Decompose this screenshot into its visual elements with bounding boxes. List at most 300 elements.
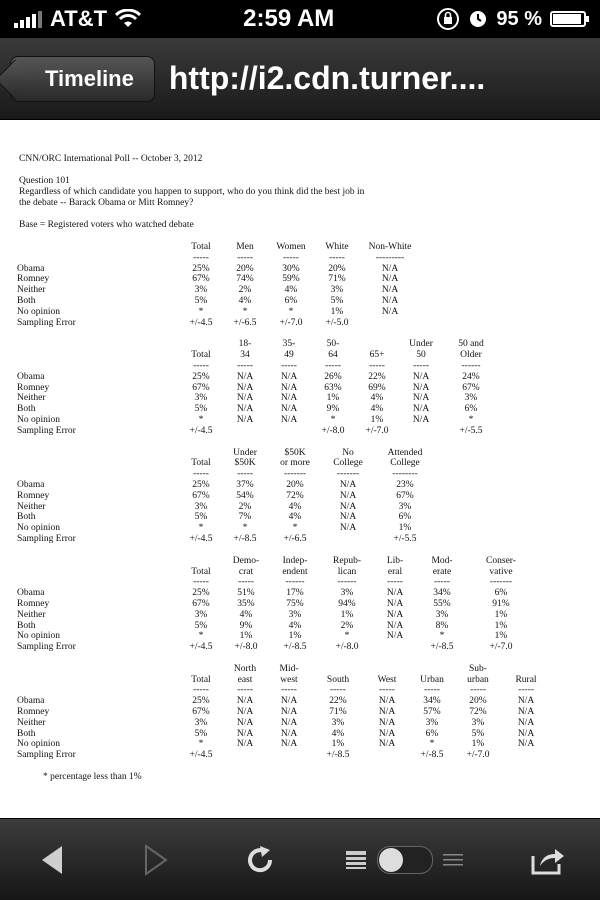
forward-arrow-icon [142, 844, 170, 876]
table-cell: 67% [396, 490, 414, 501]
table-cell [267, 426, 311, 437]
table-cell: 3% [194, 393, 208, 404]
table-cell: ----- [413, 360, 429, 371]
question-text-line-2: the debate -- Barack Obama or Mitt Romney? [19, 198, 194, 208]
table-cell: 34% [423, 696, 441, 707]
table-cell: 51% [237, 588, 255, 599]
table-row [17, 642, 535, 653]
table-cell: Older [460, 350, 482, 361]
table-row [17, 383, 499, 394]
table-cell: +/-5.5 [459, 425, 483, 436]
table-cell: 1% [398, 523, 412, 534]
table-cell: 4% [284, 285, 298, 296]
table-cell: +/-7.0 [466, 750, 490, 761]
table-cell: 8% [435, 620, 449, 631]
table-cell: N/A [517, 717, 535, 728]
table-cell: urban [467, 674, 489, 685]
poll-tables [19, 242, 600, 761]
table-cell: west [280, 674, 298, 685]
table-cell: N/A [386, 588, 404, 599]
table-cell: 4% [288, 512, 302, 523]
table-cell: N/A [381, 263, 399, 274]
document-view[interactable] [0, 120, 600, 818]
row-label: Neither [17, 285, 46, 296]
page-url[interactable]: http://i2.cdn.turner.... [168, 60, 486, 96]
table-cell: 22% [329, 696, 347, 707]
table-cell: 4% [288, 501, 302, 512]
table-cell: 59% [282, 274, 300, 285]
header-row [17, 448, 437, 459]
table-row [17, 729, 551, 740]
table-cell: +/-7.0 [279, 317, 303, 328]
table-row [17, 739, 551, 750]
row-label [17, 567, 179, 578]
table-cell: 5% [330, 295, 344, 306]
back-arrow-icon [38, 844, 66, 876]
table-cell: * [198, 306, 204, 317]
poll-document [0, 120, 600, 783]
table-cell: N/A [386, 620, 404, 631]
row-label: Romney [17, 382, 50, 393]
table-cell: N/A [236, 696, 254, 707]
table-cell: 67% [192, 274, 210, 285]
table-cell: N/A [236, 707, 254, 718]
reader-mode-icon [345, 850, 367, 870]
table-cell: +/-5.5 [393, 533, 417, 544]
table-cell: 3% [398, 501, 412, 512]
table-cell [373, 642, 417, 653]
table-cell: 1% [494, 631, 508, 642]
table-cell: 25% [192, 479, 210, 490]
table-row [17, 426, 499, 437]
table-cell: N/A [236, 739, 254, 750]
row-label: Obama [17, 479, 45, 490]
table-row [17, 631, 535, 642]
table-cell: ----- [237, 685, 253, 696]
header-row [17, 339, 499, 350]
row-label [17, 253, 179, 264]
table-cell: 9% [239, 620, 253, 631]
table-cell: east [237, 674, 253, 685]
table-cell: * [198, 739, 204, 750]
table-cell [359, 318, 421, 329]
table-cell: N/A [517, 707, 535, 718]
table-cell: 6% [284, 295, 298, 306]
table-cell: ------ [337, 577, 357, 588]
table-cell: N/A [280, 382, 298, 393]
table-cell: * [198, 523, 204, 534]
table-cell: * [468, 414, 474, 425]
table-cell: ----- [193, 360, 209, 371]
table-cell: N/A [381, 295, 399, 306]
table-cell: 94% [338, 598, 356, 609]
table-cell: 71% [329, 707, 347, 718]
table-row [17, 599, 535, 610]
table-cell [399, 426, 443, 437]
table-cell: 1% [331, 739, 345, 750]
table-cell: N/A [386, 609, 404, 620]
table-row [17, 274, 465, 285]
table-cell: 20% [236, 263, 254, 274]
table-cell: crat [238, 566, 254, 577]
table-cell: 18- [238, 339, 252, 350]
table-cell: ----- [237, 252, 253, 263]
table-cell: ------- [489, 577, 513, 588]
table-row [17, 718, 551, 729]
table-cell: 6% [398, 512, 412, 523]
table-cell: 3% [194, 717, 208, 728]
table-cell: Total [191, 242, 211, 252]
row-label: No opinion [17, 523, 61, 534]
table-cell [311, 664, 365, 675]
table-cell: 54% [236, 490, 254, 501]
table-cell: +/-4.5 [189, 642, 213, 653]
table-cell: 65+ [369, 350, 385, 361]
table-cell: N/A [517, 728, 535, 739]
table-cell: N/A [280, 696, 298, 707]
table-row [17, 285, 465, 296]
footnote: * percentage less than 1% [43, 772, 142, 783]
table-cell: South [326, 674, 350, 685]
table-cell [223, 426, 267, 437]
table-cell: N/A [280, 414, 298, 425]
table-cell: 35% [237, 598, 255, 609]
table-row [17, 393, 499, 404]
table-cell: 67% [192, 598, 210, 609]
table-cell: ----- [369, 360, 385, 371]
signal-strength-icon [14, 10, 42, 28]
table-cell [409, 664, 455, 675]
question-text-line-1: Regardless of which candidate you happen to support, who do you think did the best job in [19, 187, 365, 197]
table-cell: Total [191, 350, 211, 361]
table-cell: 5% [194, 512, 208, 523]
table-row [17, 296, 465, 307]
table-row [17, 534, 437, 545]
row-label: Sampling Error [17, 317, 76, 328]
table-cell: ----- [281, 685, 297, 696]
row-label: Both [17, 295, 36, 306]
table-cell: 1% [370, 414, 384, 425]
table-cell: N/A [412, 382, 430, 393]
table-cell: 25% [192, 371, 210, 382]
rule-row [17, 361, 499, 372]
table-cell: 5% [194, 295, 208, 306]
table-cell: 30% [282, 263, 300, 274]
table-cell: Lib- [386, 555, 404, 566]
reload-icon [244, 844, 276, 876]
table-cell: +/-5.0 [325, 317, 349, 328]
timeline-back-button[interactable]: Timeline [10, 56, 155, 102]
table-cell: ----- [330, 685, 346, 696]
table-cell: +/-8.0 [321, 425, 345, 436]
table-row [17, 750, 551, 761]
reload-button[interactable] [230, 830, 290, 890]
table-cell: 91% [492, 598, 510, 609]
wifi-icon [115, 9, 141, 29]
table-row [17, 502, 437, 513]
table-cell: Non-White [368, 242, 412, 252]
table-cell [223, 750, 267, 761]
table-cell: 3% [425, 717, 439, 728]
row-label: Romney [17, 598, 50, 609]
table-cell: 4% [370, 404, 384, 415]
table-cell: N/A [236, 728, 254, 739]
status-right [436, 7, 586, 31]
table-cell: -------- [392, 469, 418, 480]
alarm-clock-icon [468, 9, 488, 29]
table-cell: +/-7.0 [489, 642, 513, 653]
table-cell: * [429, 739, 435, 750]
table-cell: 6% [464, 404, 478, 415]
table-cell: College [333, 458, 363, 469]
table-cell: Under [233, 447, 257, 458]
table-cell: N/A [236, 414, 254, 425]
table-cell: 7% [238, 512, 252, 523]
table-cell: 37% [236, 479, 254, 490]
row-label [17, 664, 179, 675]
table-cell: N/A [339, 490, 357, 501]
carrier-name: AT&T [50, 6, 108, 31]
table-cell [501, 664, 551, 675]
table-cell: 67% [192, 382, 210, 393]
table-row [17, 318, 465, 329]
table-cell: Demo- [232, 555, 260, 566]
table-cell: 1% [340, 609, 354, 620]
rule-row [17, 685, 551, 696]
row-label: Obama [17, 371, 45, 382]
share-button[interactable] [518, 830, 578, 890]
table-cell: * [198, 414, 204, 425]
table-cell: +/-8.5 [420, 750, 444, 761]
row-label: Romney [17, 490, 50, 501]
table-cell: ----- [283, 252, 299, 263]
table-cell: 1% [288, 631, 302, 642]
table-cell: 50 [416, 350, 426, 361]
table-cell: Urban [420, 674, 444, 685]
table-cell: +/-8.5 [326, 750, 350, 761]
table-cell: 3% [331, 717, 345, 728]
table-cell: 2% [238, 285, 252, 296]
row-label: No opinion [17, 414, 61, 425]
header-row [17, 242, 465, 253]
table-cell: 1% [471, 739, 485, 750]
table-cell: eral [387, 566, 403, 577]
forward-button[interactable] [126, 830, 186, 890]
table-cell: 24% [462, 371, 480, 382]
table-cell: +/-4.5 [189, 317, 213, 328]
table-cell: +/-6.5 [233, 317, 257, 328]
table-cell [501, 750, 551, 761]
table-cell: 25% [192, 588, 210, 599]
table-cell [365, 664, 409, 675]
row-label [17, 556, 179, 567]
table-cell [365, 750, 409, 761]
header-row [17, 567, 535, 578]
table-cell: 4% [238, 295, 252, 306]
table-row [17, 404, 499, 415]
table-cell: 20% [328, 263, 346, 274]
table-cell: lican [337, 566, 357, 577]
table-cell: * [292, 523, 298, 534]
status-bar [0, 0, 600, 38]
back-button[interactable] [22, 830, 82, 890]
row-label [17, 242, 179, 253]
table-cell: 3% [340, 588, 354, 599]
row-label [17, 448, 179, 459]
table-cell: +/-8.5 [430, 642, 454, 653]
table-cell: ----- [387, 577, 403, 588]
poll-table [17, 339, 499, 436]
table-cell: 25% [192, 263, 210, 274]
table-cell: ----- [193, 577, 209, 588]
table-cell [179, 448, 223, 459]
table-cell: N/A [378, 696, 396, 707]
table-cell: +/-4.5 [189, 533, 213, 544]
table-cell: ----- [237, 360, 253, 371]
table-row [17, 307, 465, 318]
poll-table [17, 664, 551, 761]
table-cell: ----- [518, 685, 534, 696]
table-cell: $50K [284, 447, 306, 458]
table-cell: ----- [237, 469, 253, 480]
table-cell: Mid- [279, 663, 299, 674]
table-cell: ----- [193, 469, 209, 480]
table-cell: ----- [329, 252, 345, 263]
table-cell: 50- [326, 339, 340, 350]
table-cell: No [342, 447, 354, 458]
table-cell: 3% [288, 609, 302, 620]
poll-table [17, 448, 437, 545]
reader-toggle[interactable] [377, 846, 433, 874]
table-cell: 1% [330, 306, 344, 317]
table-cell: Repub- [333, 555, 361, 566]
table-cell: West [377, 674, 397, 685]
row-label: Neither [17, 609, 46, 620]
table-cell: 20% [286, 479, 304, 490]
table-cell: N/A [517, 739, 535, 750]
table-cell: 75% [286, 598, 304, 609]
table-cell [179, 664, 223, 675]
table-cell: Attended [387, 447, 423, 458]
table-cell: N/A [339, 501, 357, 512]
table-cell: +/-6.5 [283, 533, 307, 544]
row-label: Obama [17, 263, 45, 274]
rule-row [17, 253, 465, 264]
table-cell: * [344, 631, 350, 642]
table-cell: 5% [471, 728, 485, 739]
table-cell: +/-8.5 [283, 642, 307, 653]
table-row [17, 523, 437, 534]
table-cell: * [288, 306, 294, 317]
row-label: Both [17, 620, 36, 631]
table-cell: Sub- [469, 663, 487, 674]
table-cell: * [330, 414, 336, 425]
table-cell: ------ [461, 360, 481, 371]
table-cell: 74% [236, 274, 254, 285]
table-cell: N/A [412, 404, 430, 415]
table-cell: N/A [412, 414, 430, 425]
table-cell: Mod- [431, 555, 453, 566]
row-label: Sampling Error [17, 750, 76, 761]
table-cell: 17% [286, 588, 304, 599]
table-cell: N/A [381, 274, 399, 285]
table-cell: 67% [462, 382, 480, 393]
table-cell: N/A [412, 371, 430, 382]
table-cell: ------- [336, 469, 360, 480]
table-row [17, 588, 535, 599]
table-cell: N/A [381, 306, 399, 317]
rule-row [17, 577, 535, 588]
row-label: Both [17, 728, 36, 739]
table-cell: N/A [412, 393, 430, 404]
table-cell: 3% [435, 609, 449, 620]
table-cell: * [439, 631, 445, 642]
poll-table [17, 556, 535, 653]
table-row [17, 707, 551, 718]
header-row [17, 675, 551, 686]
battery-icon [550, 11, 586, 27]
table-cell: * [242, 523, 248, 534]
table-cell: +/-8.0 [335, 642, 359, 653]
table-cell: N/A [236, 393, 254, 404]
table-cell: ----- [281, 360, 297, 371]
table-cell: N/A [236, 382, 254, 393]
table-cell: 1% [239, 631, 253, 642]
table-cell: N/A [236, 717, 254, 728]
table-cell: 3% [464, 393, 478, 404]
navigation-bar [0, 38, 600, 120]
row-label: Sampling Error [17, 533, 76, 544]
table-cell: 63% [324, 382, 342, 393]
table-cell: 67% [192, 707, 210, 718]
row-label [17, 339, 179, 350]
table-row [17, 491, 437, 502]
table-row [17, 621, 535, 632]
table-cell: 4% [288, 620, 302, 631]
reader-toggle-group [334, 830, 474, 890]
row-label [17, 469, 179, 480]
status-left [14, 6, 141, 32]
table-cell: ----- [193, 685, 209, 696]
table-cell [323, 534, 373, 545]
battery-percent: 95 % [496, 7, 542, 30]
table-cell: 6% [425, 728, 439, 739]
row-label: Neither [17, 501, 46, 512]
list-lines-icon [443, 852, 463, 868]
table-row [17, 696, 551, 707]
table-cell: ------ [285, 577, 305, 588]
table-cell: +/-8.0 [234, 642, 258, 653]
row-label: Neither [17, 393, 46, 404]
table-cell: 34 [240, 350, 250, 361]
table-cell: 5% [194, 404, 208, 415]
document-header: CNN/ORC International Poll -- October 3, 2012 [19, 154, 203, 164]
table-cell: $50K [234, 458, 256, 469]
table-cell: N/A [386, 598, 404, 609]
table-cell: N/A [381, 285, 399, 296]
table-cell: ----- [238, 577, 254, 588]
table-cell: --------- [375, 252, 405, 263]
table-cell: N/A [339, 479, 357, 490]
table-cell: 3% [194, 285, 208, 296]
row-label: Obama [17, 696, 45, 707]
table-cell: +/-7.0 [365, 425, 389, 436]
table-cell: ------- [283, 469, 307, 480]
table-cell: 72% [286, 490, 304, 501]
question-number: Question 101 [19, 176, 70, 186]
table-cell: 6% [494, 588, 508, 599]
header-row [17, 350, 499, 361]
